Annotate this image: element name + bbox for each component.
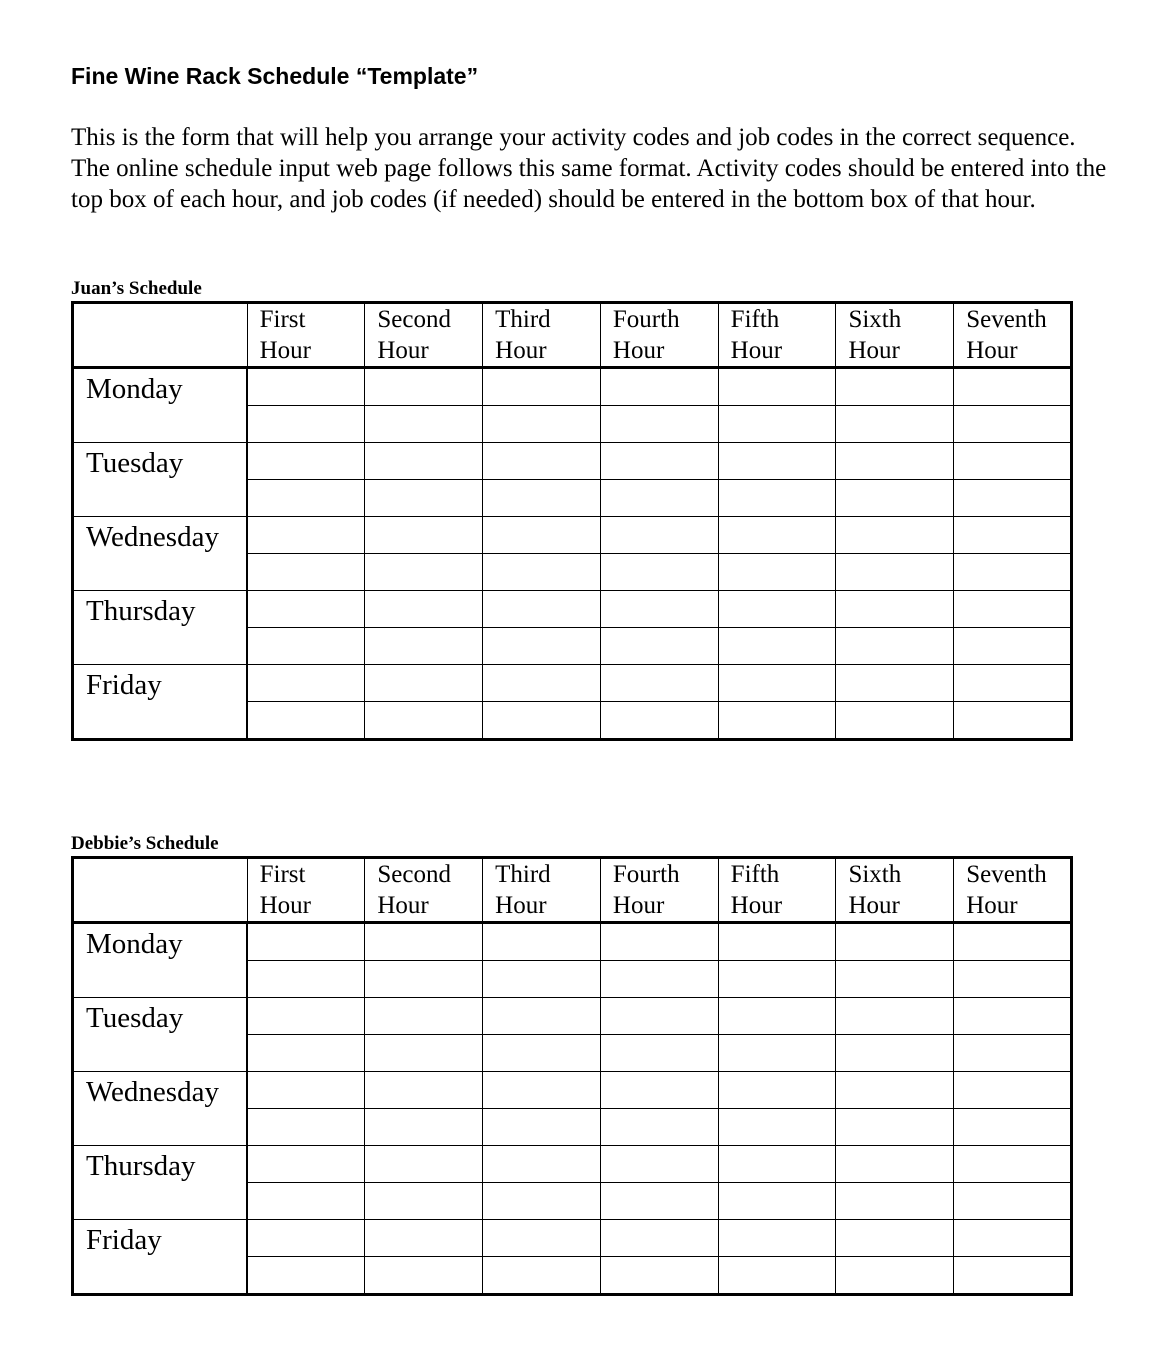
job-code-cell[interactable] xyxy=(954,961,1072,998)
job-code-cell[interactable] xyxy=(836,480,954,517)
activity-code-cell[interactable] xyxy=(954,1072,1072,1109)
debbie-schedule-label: Debbie’s Schedule xyxy=(71,833,219,854)
activity-code-cell[interactable] xyxy=(718,665,836,702)
hour-header-label: Hour xyxy=(259,337,311,364)
day-row-tuesday xyxy=(73,443,1072,480)
job-code-cell[interactable] xyxy=(483,1109,601,1146)
activity-code-cell[interactable] xyxy=(836,517,954,554)
day-row-tuesday xyxy=(73,998,1072,1035)
hour-header-label: Seventh xyxy=(966,306,1047,333)
job-code-cell[interactable] xyxy=(600,1109,718,1146)
hour-header-label: Hour xyxy=(495,337,547,364)
activity-code-cell[interactable] xyxy=(718,517,836,554)
job-code-cell[interactable] xyxy=(365,961,483,998)
job-code-cell[interactable] xyxy=(247,961,365,998)
job-code-cell[interactable] xyxy=(247,1257,365,1295)
hour-header-label: Hour xyxy=(377,892,429,919)
day-label-tuesday: Tuesday xyxy=(73,998,248,1072)
job-code-cell[interactable] xyxy=(483,702,601,740)
hour-header-label: Hour xyxy=(259,892,311,919)
activity-code-cell[interactable] xyxy=(483,368,601,406)
hour-header-row xyxy=(73,303,1072,368)
hour-header-label: Hour xyxy=(730,337,783,364)
hour-header-6 xyxy=(836,858,954,923)
job-code-cell[interactable] xyxy=(365,480,483,517)
juan-schedule-label: Juan’s Schedule xyxy=(71,278,202,299)
hour-header-7 xyxy=(954,303,1072,368)
activity-code-cell[interactable] xyxy=(954,665,1072,702)
job-code-cell[interactable] xyxy=(483,480,601,517)
activity-code-cell[interactable] xyxy=(247,923,365,961)
activity-code-cell[interactable] xyxy=(954,368,1072,406)
activity-code-cell[interactable] xyxy=(483,1220,601,1257)
activity-code-cell[interactable] xyxy=(600,1220,718,1257)
activity-code-cell[interactable] xyxy=(718,591,836,628)
hour-header-label: Fifth xyxy=(730,861,780,888)
activity-code-cell[interactable] xyxy=(718,1146,836,1183)
hour-header-label: First xyxy=(259,861,306,888)
activity-code-cell[interactable] xyxy=(954,923,1072,961)
header-corner-cell xyxy=(73,303,248,368)
job-code-cell[interactable] xyxy=(600,702,718,740)
activity-code-cell[interactable] xyxy=(365,591,483,628)
activity-code-cell[interactable] xyxy=(600,998,718,1035)
hour-header-label: Hour xyxy=(848,892,900,919)
day-row-thursday xyxy=(73,591,1072,628)
job-code-cell[interactable] xyxy=(718,1257,836,1295)
activity-code-cell[interactable] xyxy=(600,1072,718,1109)
job-code-cell[interactable] xyxy=(483,1257,601,1295)
activity-code-cell[interactable] xyxy=(247,517,365,554)
activity-code-cell[interactable] xyxy=(600,443,718,480)
activity-code-cell[interactable] xyxy=(718,1220,836,1257)
day-label-thursday: Thursday xyxy=(73,1146,248,1220)
activity-code-cell[interactable] xyxy=(365,923,483,961)
day-row-friday xyxy=(73,665,1072,702)
activity-code-cell[interactable] xyxy=(247,1220,365,1257)
job-code-cell[interactable] xyxy=(954,702,1072,740)
day-label-wednesday: Wednesday xyxy=(73,517,248,591)
job-code-cell[interactable] xyxy=(247,628,365,665)
job-code-cell[interactable] xyxy=(600,406,718,443)
job-code-cell[interactable] xyxy=(247,702,365,740)
activity-code-cell[interactable] xyxy=(836,998,954,1035)
activity-code-cell[interactable] xyxy=(718,443,836,480)
job-code-cell[interactable] xyxy=(718,961,836,998)
job-code-cell[interactable] xyxy=(954,1257,1072,1295)
hour-header-label: Third xyxy=(495,861,551,888)
hour-header-4 xyxy=(600,303,718,368)
header-corner-cell xyxy=(73,858,248,923)
day-row-monday xyxy=(73,923,1072,961)
activity-code-cell[interactable] xyxy=(954,591,1072,628)
job-code-cell[interactable] xyxy=(365,406,483,443)
activity-code-cell[interactable] xyxy=(365,1072,483,1109)
job-code-cell[interactable] xyxy=(954,1183,1072,1220)
job-code-cell[interactable] xyxy=(365,1257,483,1295)
activity-code-cell[interactable] xyxy=(483,923,601,961)
job-code-cell[interactable] xyxy=(483,554,601,591)
hour-header-label: Hour xyxy=(377,337,429,364)
hour-header-3 xyxy=(483,303,601,368)
job-code-cell[interactable] xyxy=(954,1035,1072,1072)
hour-header-label: Hour xyxy=(966,892,1018,919)
activity-code-cell[interactable] xyxy=(365,517,483,554)
hour-header-5 xyxy=(718,303,836,368)
activity-code-cell[interactable] xyxy=(247,1072,365,1109)
job-code-cell[interactable] xyxy=(247,406,365,443)
job-code-cell[interactable] xyxy=(600,554,718,591)
activity-code-cell[interactable] xyxy=(836,923,954,961)
activity-code-cell[interactable] xyxy=(483,443,601,480)
activity-code-cell[interactable] xyxy=(483,1072,601,1109)
job-code-cell[interactable] xyxy=(600,961,718,998)
hour-header-label: Hour xyxy=(495,892,547,919)
activity-code-cell[interactable] xyxy=(836,1146,954,1183)
job-code-cell[interactable] xyxy=(365,702,483,740)
activity-code-cell[interactable] xyxy=(600,665,718,702)
activity-code-cell[interactable] xyxy=(954,517,1072,554)
job-code-cell[interactable] xyxy=(718,554,836,591)
activity-code-cell[interactable] xyxy=(718,923,836,961)
hour-header-2 xyxy=(365,858,483,923)
job-code-cell[interactable] xyxy=(836,554,954,591)
job-code-cell[interactable] xyxy=(365,554,483,591)
activity-code-cell[interactable] xyxy=(718,998,836,1035)
day-label-friday: Friday xyxy=(73,1220,248,1295)
job-code-cell[interactable] xyxy=(836,406,954,443)
job-code-cell[interactable] xyxy=(247,480,365,517)
activity-code-cell[interactable] xyxy=(365,368,483,406)
job-code-cell[interactable] xyxy=(836,628,954,665)
day-row-friday xyxy=(73,1220,1072,1257)
activity-code-cell[interactable] xyxy=(718,1072,836,1109)
intro-paragraph: This is the form that will help you arrange your activity codes and job codes in the correct sequence. The online schedule input web page follows this same format. Activity codes should be entered into the top box of each hour, and job codes (if needed) should be entered in the bottom box of that hour. xyxy=(71,124,1107,213)
job-code-cell[interactable] xyxy=(247,1183,365,1220)
job-code-cell[interactable] xyxy=(836,1109,954,1146)
job-code-cell[interactable] xyxy=(247,1109,365,1146)
activity-code-cell[interactable] xyxy=(247,591,365,628)
day-row-monday xyxy=(73,368,1072,406)
job-code-cell[interactable] xyxy=(836,1035,954,1072)
activity-code-cell[interactable] xyxy=(365,665,483,702)
hour-header-label: Third xyxy=(495,306,551,333)
job-code-cell[interactable] xyxy=(483,1183,601,1220)
hour-header-label: Second xyxy=(377,306,451,333)
hour-header-4 xyxy=(600,858,718,923)
hour-header-label: Hour xyxy=(848,337,900,364)
job-code-cell[interactable] xyxy=(483,406,601,443)
hour-header-label: Hour xyxy=(612,892,665,919)
hour-header-label: Hour xyxy=(612,337,665,364)
activity-code-cell[interactable] xyxy=(836,1072,954,1109)
job-code-cell[interactable] xyxy=(836,1257,954,1295)
hour-header-label: Sixth xyxy=(848,861,902,888)
job-code-cell[interactable] xyxy=(600,1035,718,1072)
hour-header-2 xyxy=(365,303,483,368)
activity-code-cell[interactable] xyxy=(483,591,601,628)
hour-header-5 xyxy=(718,858,836,923)
activity-code-cell[interactable] xyxy=(836,1220,954,1257)
activity-code-cell[interactable] xyxy=(483,665,601,702)
activity-code-cell[interactable] xyxy=(600,1146,718,1183)
job-code-cell[interactable] xyxy=(600,628,718,665)
job-code-cell[interactable] xyxy=(954,628,1072,665)
hour-header-label: Seventh xyxy=(966,861,1047,888)
job-code-cell[interactable] xyxy=(836,702,954,740)
day-label-thursday: Thursday xyxy=(73,591,248,665)
hour-header-label: Fourth xyxy=(612,861,680,888)
job-code-cell[interactable] xyxy=(718,1109,836,1146)
debbie-schedule-table xyxy=(71,856,1073,1296)
job-code-cell[interactable] xyxy=(836,961,954,998)
activity-code-cell[interactable] xyxy=(836,591,954,628)
hour-header-label: Hour xyxy=(730,892,783,919)
hour-header-1 xyxy=(247,858,365,923)
job-code-cell[interactable] xyxy=(483,1035,601,1072)
activity-code-cell[interactable] xyxy=(836,665,954,702)
activity-code-cell[interactable] xyxy=(600,591,718,628)
hour-header-row xyxy=(73,858,1072,923)
day-label-wednesday: Wednesday xyxy=(73,1072,248,1146)
hour-header-label: Hour xyxy=(966,337,1018,364)
hour-header-label: First xyxy=(259,306,306,333)
activity-code-cell[interactable] xyxy=(600,517,718,554)
job-code-cell[interactable] xyxy=(954,480,1072,517)
activity-code-cell[interactable] xyxy=(247,443,365,480)
job-code-cell[interactable] xyxy=(718,480,836,517)
job-code-cell[interactable] xyxy=(483,628,601,665)
activity-code-cell[interactable] xyxy=(247,998,365,1035)
activity-code-cell[interactable] xyxy=(365,998,483,1035)
hour-header-label: Fourth xyxy=(612,306,680,333)
job-code-cell[interactable] xyxy=(365,1109,483,1146)
activity-code-cell[interactable] xyxy=(247,368,365,406)
hour-header-label: Fifth xyxy=(730,306,780,333)
activity-code-cell[interactable] xyxy=(247,1146,365,1183)
job-code-cell[interactable] xyxy=(600,1257,718,1295)
day-label-monday: Monday xyxy=(73,923,248,998)
activity-code-cell[interactable] xyxy=(836,368,954,406)
activity-code-cell[interactable] xyxy=(365,443,483,480)
day-label-friday: Friday xyxy=(73,665,248,740)
day-label-monday: Monday xyxy=(73,368,248,443)
job-code-cell[interactable] xyxy=(718,1183,836,1220)
activity-code-cell[interactable] xyxy=(954,443,1072,480)
job-code-cell[interactable] xyxy=(718,1035,836,1072)
hour-header-3 xyxy=(483,858,601,923)
activity-code-cell[interactable] xyxy=(600,368,718,406)
job-code-cell[interactable] xyxy=(600,1183,718,1220)
page-title: Fine Wine Rack Schedule “Template” xyxy=(71,63,479,89)
job-code-cell[interactable] xyxy=(718,702,836,740)
activity-code-cell[interactable] xyxy=(365,1220,483,1257)
activity-code-cell[interactable] xyxy=(483,517,601,554)
job-code-cell[interactable] xyxy=(365,1035,483,1072)
hour-header-7 xyxy=(954,858,1072,923)
activity-code-cell[interactable] xyxy=(954,1220,1072,1257)
activity-code-cell[interactable] xyxy=(836,443,954,480)
job-code-cell[interactable] xyxy=(718,628,836,665)
day-row-thursday xyxy=(73,1146,1072,1183)
job-code-cell[interactable] xyxy=(247,554,365,591)
activity-code-cell[interactable] xyxy=(954,1146,1072,1183)
job-code-cell[interactable] xyxy=(365,1183,483,1220)
job-code-cell[interactable] xyxy=(247,1035,365,1072)
job-code-cell[interactable] xyxy=(483,961,601,998)
activity-code-cell[interactable] xyxy=(718,368,836,406)
job-code-cell[interactable] xyxy=(836,1183,954,1220)
day-row-wednesday xyxy=(73,517,1072,554)
activity-code-cell[interactable] xyxy=(600,923,718,961)
juan-schedule-table xyxy=(71,301,1073,741)
job-code-cell[interactable] xyxy=(954,554,1072,591)
activity-code-cell[interactable] xyxy=(365,1146,483,1183)
job-code-cell[interactable] xyxy=(954,1109,1072,1146)
activity-code-cell[interactable] xyxy=(954,998,1072,1035)
hour-header-6 xyxy=(836,303,954,368)
hour-header-1 xyxy=(247,303,365,368)
hour-header-label: Sixth xyxy=(848,306,902,333)
job-code-cell[interactable] xyxy=(954,406,1072,443)
hour-header-label: Second xyxy=(377,861,451,888)
activity-code-cell[interactable] xyxy=(483,998,601,1035)
day-row-wednesday xyxy=(73,1072,1072,1109)
job-code-cell[interactable] xyxy=(365,628,483,665)
job-code-cell[interactable] xyxy=(718,406,836,443)
day-label-tuesday: Tuesday xyxy=(73,443,248,517)
job-code-cell[interactable] xyxy=(600,480,718,517)
activity-code-cell[interactable] xyxy=(247,665,365,702)
activity-code-cell[interactable] xyxy=(483,1146,601,1183)
